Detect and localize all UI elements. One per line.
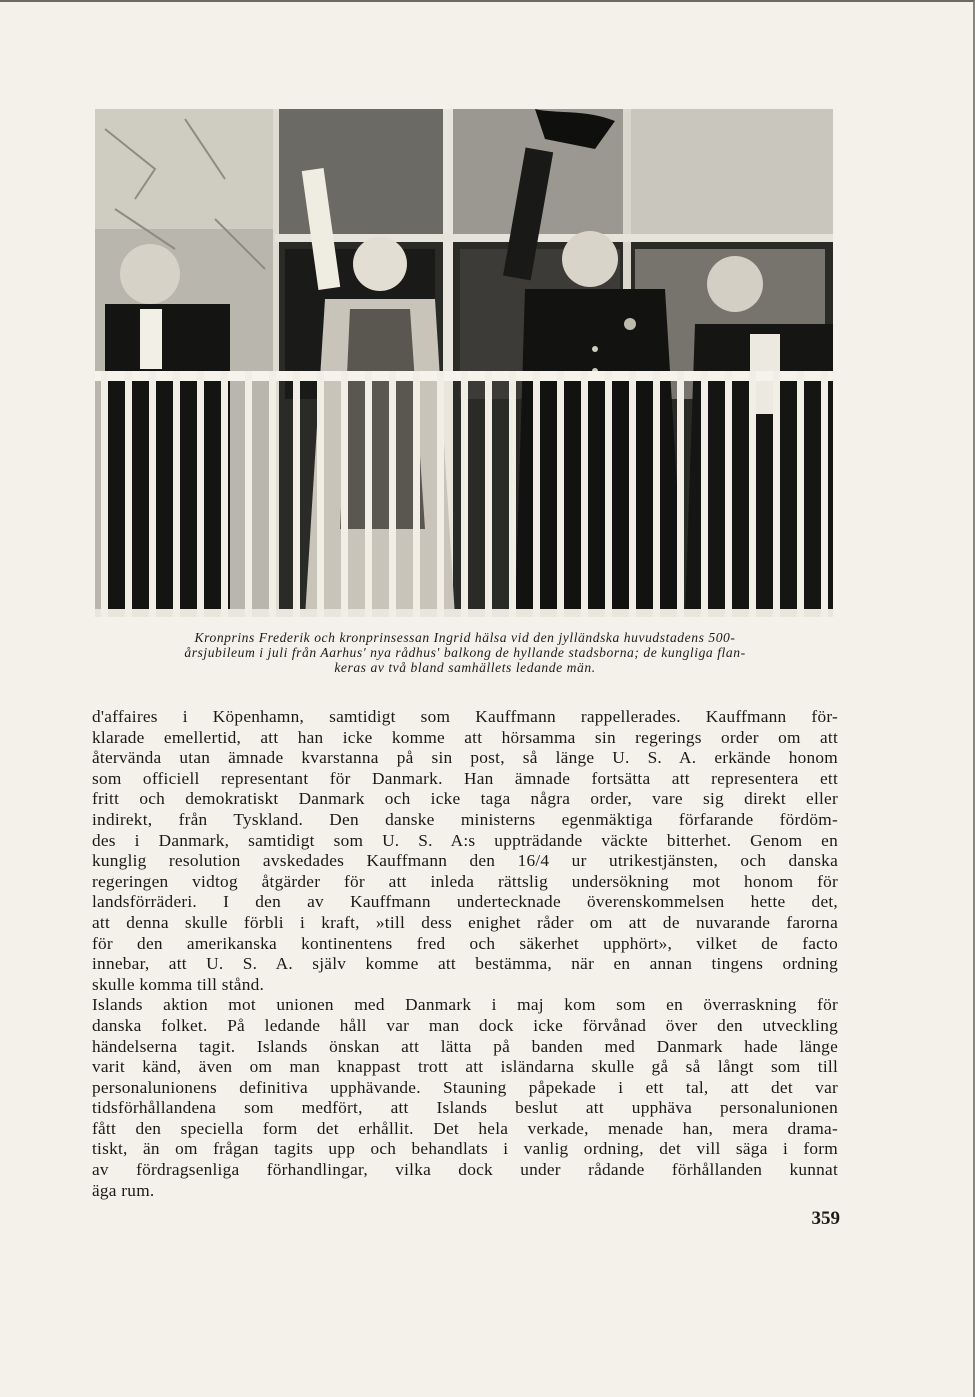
page-number: 359: [811, 1208, 840, 1229]
text-line: personalunionens definitiva upphävande. Stauning påpekade i ett tal, att det var: [92, 1077, 838, 1097]
text-line: kunglig resolution avskedades Kauffmann den 16/4 ur utrikestjänsten, och danska: [92, 851, 838, 871]
text-line: av fördragsenliga förhandlingar, vilka dock under rådande förhållanden kunnat: [92, 1160, 838, 1180]
text-line: fått den speciella form det erhållit. Det hela verkade, menade han, mera drama-: [92, 1118, 838, 1138]
text-line: tiskt, än om frågan tagits upp och behandlats i vanlig ordning, det vill säga i form: [92, 1139, 838, 1159]
text-line: återvända utan ämnade kvarstanna på sin post, så länge U. S. A. erkände honom: [92, 748, 838, 768]
text-line: att denna skulle förbli i kraft, »till dess enighet råder om att de nuvarande farorna: [92, 912, 838, 932]
text-line: tidsförhållandena som medfört, att Islands beslut att upphäva personalunionen: [92, 1098, 838, 1118]
text-line: för den amerikanska kontinentens fred och säkerhet upphört», vilket de facto: [92, 933, 838, 953]
text-line: indirekt, från Tyskland. Den danske ministerns egenmäktiga förfarande fördöm-: [92, 809, 838, 829]
text-line: som officiell representant för Danmark. Han ämnade fortsätta att representera ett: [92, 768, 838, 788]
text-line: regeringen vidtog åtgärder för att inleda rättslig undersökning mot honom för: [92, 871, 838, 891]
text-line: äga rum.: [92, 1180, 155, 1200]
text-line: innebar, att U. S. A. själv komme att bestämma, när en annan tingens ordning: [92, 954, 838, 974]
text-line: varit känd, även om man knappast trott att isländarna skulle gå så långt som till: [92, 1057, 838, 1077]
photo-caption: [80, 630, 850, 675]
text-line: des i Danmark, samtidigt som U. S. A:s uppträdande väckte bitterhet. Genom en: [92, 830, 838, 850]
text-line: d'affaires i Köpenhamn, samtidigt som Kauffmann rappellerades. Kauffmann för-: [92, 707, 838, 726]
text-line: skulle komma till stånd.: [92, 974, 265, 994]
text-line: klarade emellertid, att han icke komme att hörsamma sin regerings order om att: [92, 727, 838, 747]
caption-line: Kronprins Frederik och kronprinsessan Ingrid hälsa vid den jylländska huvudstadens 500-: [194, 630, 736, 645]
caption-line: keras av två bland samhällets ledande män.: [334, 660, 596, 675]
text-line: fritt och demokratiskt Danmark och icke taga några order, vare sig direkt eller: [92, 789, 838, 809]
text-line: landsförräderi. I den av Kauffmann undertecknade överenskommelsen hette det,: [92, 892, 838, 912]
text-line: danska folket. På ledande håll var man dock icke förvånad över den utveckling: [92, 1015, 838, 1035]
text-line: händelserna tagit. Islands önskan att lätta på banden med Danmark hade länge: [92, 1036, 838, 1056]
text-line: Islands aktion mot unionen med Danmark i maj kom som en överraskning för: [92, 995, 838, 1015]
body-text: [92, 707, 838, 1201]
balcony-photo: [95, 109, 833, 617]
caption-line: årsjubileum i juli från Aarhus' nya rådhus' balkong de hyllande stadsborna; de kungliga flan-: [184, 645, 746, 660]
